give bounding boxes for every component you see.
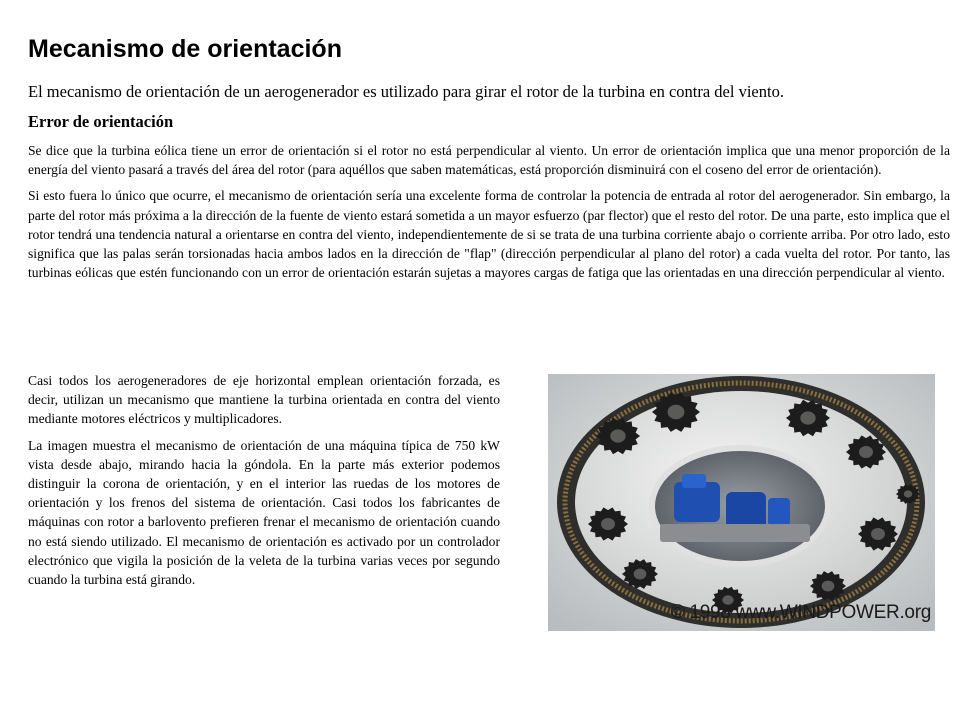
- gear-hub: [668, 405, 685, 419]
- gear-hub: [859, 446, 873, 458]
- yaw-mechanism-photo: [548, 374, 935, 631]
- gear-hub: [871, 528, 885, 540]
- gear-hub: [634, 569, 647, 580]
- lead-paragraph: El mecanismo de orientación de un aerogenerador es utilizado para girar el rotor de la turbina en contra del viento.: [28, 82, 784, 101]
- yaw-motor-cap: [768, 498, 790, 526]
- page-title: Mecanismo de orientación: [28, 35, 342, 63]
- text-column: [28, 371, 500, 589]
- motor-mount-bar: [660, 524, 810, 542]
- gear-hub: [610, 429, 625, 442]
- paragraph-image-description: La imagen muestra el mecanismo de orientación de una máquina típica de 750 kW vista desde abajo, mirando hacia la góndola. En la parte más exterior podemos distinguir la corona de orientación, y en el interior las ruedas de los motores de orientación y los frenos del sistema de orientación. Casi todos los fabricantes de máquinas con rotor a barlovento prefieren frenar el mecanismo de orientación cuando no está siendo utilizado. El mecanismo de orientación es activado por un controlador electrónico que vigila la posición de la veleta de la turbina varias veces por segundo cuando la turbina está girando.: [28, 437, 500, 588]
- paragraph-forced-yaw: Casi todos los aerogeneradores de eje horizontal emplean orientación forzada, es decir, utilizan un mecanismo que mantiene la turbina orientada en contra del viento mediante motores eléctricos y multiplicadores.: [28, 373, 500, 427]
- gear-hub: [822, 581, 835, 592]
- yaw-mechanism-illustration: [548, 374, 935, 631]
- gear-hub: [800, 411, 815, 424]
- paragraph-orientation-error: Se dice que la turbina eólica tiene un error de orientación si el rotor no está perpendicular al viento. Un error de orientación implica que una menor proporción de la energía del viento pasará a través del área del rotor (para aquéllos que saben matemáticas, está proporción disminuirá con el coseno del error de orientación).: [28, 143, 950, 178]
- section-heading: Error de orientación: [28, 112, 174, 131]
- yaw-motor-cap: [682, 474, 706, 488]
- paragraph-fatigue-loads: Si esto fuera lo único que ocurre, el mecanismo de orientación sería una excelente forma de controlar la potencia de entrada al rotor del aerogenerador. Sin embargo, la parte del rotor más próxima a la dirección de la fuente de viento estará sometida a un mayor esfuerzo (par flector) que el resto del rotor. De una parte, esto implica que el rotor tendrá una tendencia natural a orientarse en contra del viento, independientemente de si se trata de una turbina corriente abajo o corriente arriba. Por otro lado, esto significa que las palas serán torsionadas hacia ambos lados en la dirección de "flap" (dirección perpendicular al plano del rotor) a cada vuelta del rotor. Por tanto, las turbinas eólicas que estén funcionando con un error de orientación estarán sujetas a mayores cargas de fatiga que las orientadas en una dirección perpendicular al viento.: [28, 188, 950, 281]
- copyright-watermark: © 1998 www.WINDPOWER.org: [670, 602, 931, 623]
- article: [28, 0, 950, 282]
- gear-hub: [904, 490, 912, 497]
- gear-hub: [601, 518, 615, 530]
